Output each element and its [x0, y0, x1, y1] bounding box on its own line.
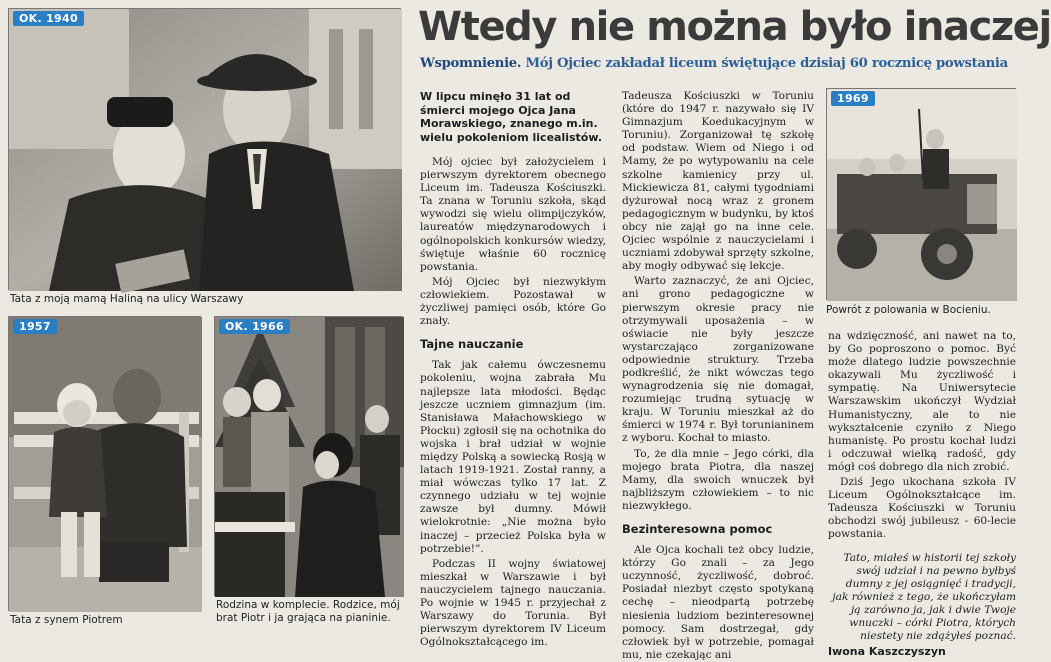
article-subhead — [420, 56, 1020, 71]
photo-1940-badge: OK. 1940 — [13, 11, 84, 26]
article-paragraph: To, że dla mnie – Jego córki, dla mojego brata Piotra, dla naszej Mamy, dla swoich wnuczek był najbliższym człowiekiem – to nic niezwykłego. — [622, 447, 814, 512]
photo-1957-caption: Tata z synem Piotrem — [10, 614, 123, 626]
article-paragraph: Ale Ojca kochali też obcy ludzie, którzy Go znali – za Jego uczynność, życzliwość, dobroć. Posiadał niezbyt często spotykaną cechę – nieodpartą potrzebę niesienia ludziom bezinteresownej pomocy. Sam dostrzegał, gdy człowiek był w potrzebie, pomagał mu, nie czekając ani — [622, 544, 814, 661]
article-paragraph: Warto zaznaczyć, że ani Ojciec, ani grono pedagogiczne w pierwszym okresie pracy nie otrzymywali uposażenia – w oświacie nie były jeszcze wystarczająco zorganizowane odpowiednie struktury. Trzeba podkreślić, że nikt wówczas tego wynagrodzenia się nie domagał, rozumiejąc trudną sytuację w kraju. W Toruniu mieszkał aż do śmierci w 1974 r. Był torunianinem z wyboru. Kochał to miasto. — [622, 275, 814, 445]
photo-1966-badge: OK. 1966 — [219, 319, 290, 334]
photo-1966-caption: Rodzina w komplecie. Rodzice, mój brat Piotr i ja grająca na pianinie. — [216, 599, 400, 624]
subhead-kicker: Wspomnienie. — [420, 56, 522, 71]
subhead-text: Mój Ojciec zakładał liceum świętujące dzisiaj 60 rocznicę powstania — [525, 56, 1008, 71]
article-paragraph: Podczas II wojny światowej mieszkał w Warszawie i był nauczycielem tajnego nauczania. Po wojnie w 1945 r. przyjechał z Warszawy do Torunia. Był pierwszym dyrektorem IV Liceum Ogólnokształcącego im. — [420, 557, 606, 649]
photo-1966-image — [215, 317, 404, 597]
article-headline: Wtedy nie można było inaczej — [418, 4, 1051, 50]
photo-1957-badge: 1957 — [13, 319, 57, 334]
article-author: Iwona Kaszczyszyn — [828, 645, 946, 659]
photo-1966 — [214, 316, 403, 596]
article-paragraph: Mój Ojciec był niezwykłym człowiekiem. Pozostawał w życzliwej pamięci osób, które Go znały. — [420, 275, 606, 328]
article-paragraph: Tak jak całemu ówczesnemu pokoleniu, wojna zabrała Mu najlepsze lata młodości. Będąc jeszcze uczniem gimnazjum (im. Stanisława Małachowskiego w Płocku) zgłosił się na ochotnika do wojska i brał udział w wojnie między Polską a sowiecką Rosją w latach 1919-1921. Został ranny, a miał wówczas tylko 17 lat. Z czynnego udziału w tej wojnie zawsze był dumny. Mówił wielokrotnie: „Nie można było inaczej – przecież Polska była w potrzebie!”. — [420, 359, 606, 555]
article-paragraph: Mój ojciec był założycielem i pierwszym dyrektorem obecnego Liceum im. Tadeusza Kościuszki. Ta znana w Toruniu szkoła, skąd wywodzi się wielu olimpijczyków, laureatów międzynarodowych i ogólnopolskich konkursów wiedzy, świętuje właśnie 60 rocznicę powstania. — [420, 156, 606, 273]
article-lead: W lipcu minęło 31 lat od śmierci mojego Ojca Jana Morawskiego, znanego m.in. wielu pokoleniom licealistów. — [420, 90, 602, 144]
article-column-3 — [828, 330, 1016, 659]
article-closing-note: Tato, miałeś w historii tej szkoły swój udział i na pewno byłbyś dumny z jej osiągnięć i tradycji, jak również z tego, że ukończyłam ją zarówno ja, jak i dwie Twoje wnuczki – córki Piotra, których niestety nie zdążyłeś poznać. — [832, 551, 1016, 643]
photo-1969-image — [827, 89, 1017, 301]
photo-1957-image — [9, 317, 202, 612]
photo-1940 — [8, 8, 401, 290]
article-column-1 — [420, 90, 606, 649]
article-paragraph: Dziś Jego ukochana szkoła IV Liceum Ogólnokształcące im. Tadeusza Kościuszki w Toruniu obchodzi swój jubileusz - 60-lecie powstania. — [828, 476, 1016, 541]
photo-1940-image — [9, 9, 402, 291]
photo-1940-caption: Tata z moją mamą Haliną na ulicy Warszawy — [10, 293, 244, 305]
section-heading-tajne-nauczanie: Tajne nauczanie — [420, 337, 524, 352]
photo-1969-badge: 1969 — [831, 91, 875, 106]
photo-1957 — [8, 316, 201, 611]
photo-1969-caption: Powrót z polowania w Bocieniu. — [826, 304, 991, 316]
article-paragraph: Tadeusza Kościuszki w Toruniu (które do 1947 r. nazywało się IV Gimnazjum Koedukacyjnym w Toruniu). Zorganizował tę szkołę od podstaw. Wiem od Niego i od Mamy, że po wytypowaniu na cele szkolne kamienicy przy ul. Mickiewicza 81, całymi tygodniami dyżurował nocą wraz z gronem pedagogicznym w budynku, by ktoś obcy nie zajął go na inne cele. Ojciec wspólnie z nauczycielami i uczniami zdobywał sprzęty szkolne, aby mogły odbywać się lekcje. — [622, 90, 814, 273]
article-column-2 — [622, 90, 814, 661]
section-heading-bezinteresowna-pomoc: Bezinteresowna pomoc — [622, 522, 773, 536]
article-paragraph: na wdzięczność, ani nawet na to, by Go poproszono o pomoc. Być może dlatego ludzie powszechnie okazywali Mu życzliwość i sympatię. Na Uniwersytecie Warszawskim ukończył Wydział Humanistyczny, ale to nie wykształcenie czyniło z Niego humanistę. Po prostu kochał ludzi i odczuwał wielką radość, gdy mógł coś dobrego dla nich zrobić. — [828, 330, 1016, 473]
photo-1969 — [826, 88, 1016, 300]
